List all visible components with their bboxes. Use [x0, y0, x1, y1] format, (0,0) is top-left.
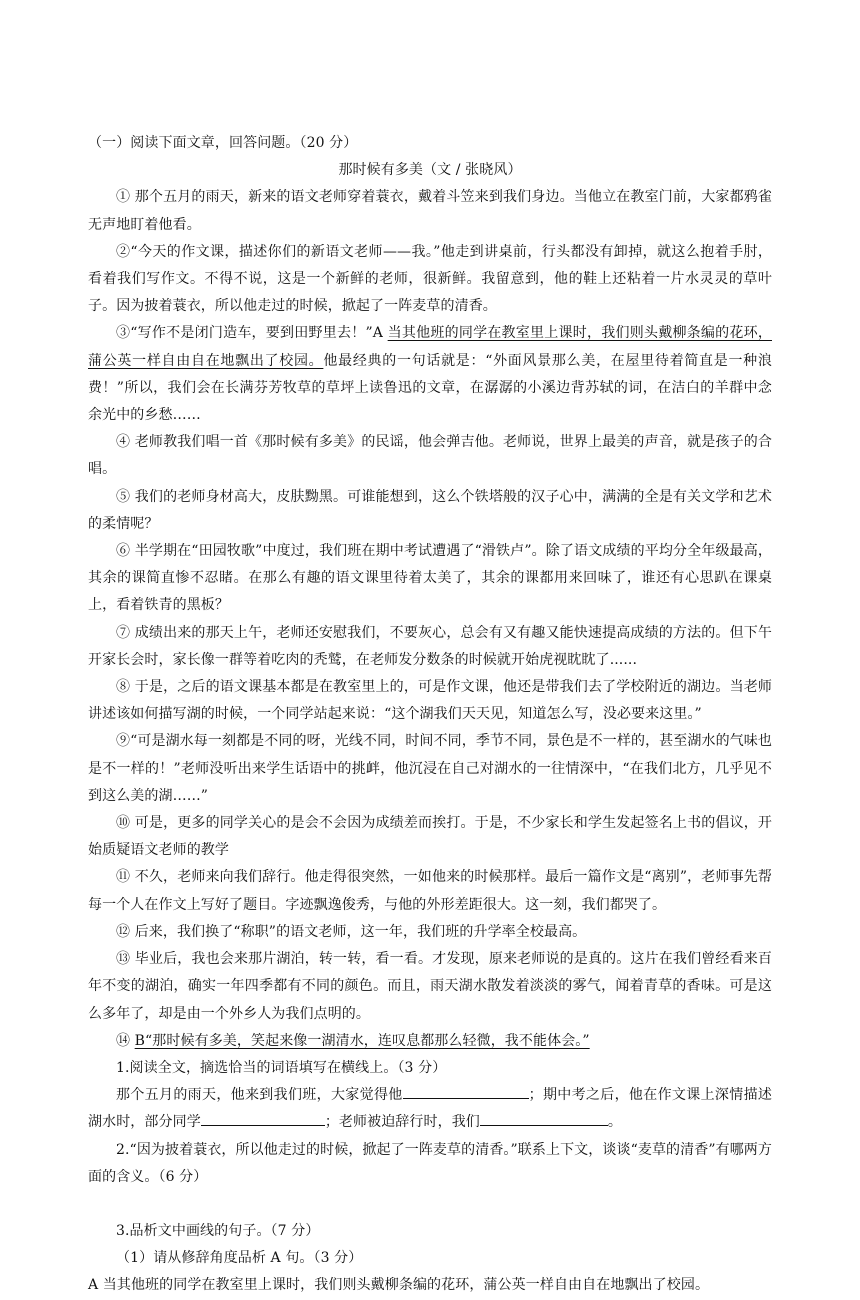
paragraph-10: ⑩ 可是，更多的同学关心的是会不会因为成绩差而挨打。于是，不少家长和学生发起签名上书的倡议，开始质疑语文老师的教学	[88, 815, 772, 859]
fill-text-a: 那个五月的雨天，他来到我们班，大家觉得他	[116, 1087, 403, 1104]
answer-blank-2[interactable]	[201, 1111, 325, 1126]
fill-text-c: ；老师被迫辞行时，我们	[324, 1114, 480, 1131]
fill-text-d: 。	[607, 1114, 623, 1131]
section-intro: （一）阅读下面文章，回答问题。（20 分）	[88, 135, 358, 151]
paragraph-13: ⑬ 毕业后，我也会来那片湖泊，转一转，看一看。才发现，原来老师说的是真的。这片在我们曾经看来百年不变的湖泊，确实一年四季都有不同的颜色。而且，雨天湖水散发着淡淡的雾气，闻着青草的香味。可是这么多年了，却是由一个外乡人为我们点明的。	[88, 951, 772, 1022]
paragraph-11: ⑪ 不久，老师来向我们辞行。他走得很突然，一如他来的时候那样。最后一篇作文是“离别”，老师事先帮每一个人在作文上写好了题目。字迹飘逸俊秀，与他的外形差距很大。这一刻，我们都哭了。	[88, 869, 772, 913]
question-1-fill	[88, 1082, 772, 1136]
sentence-a-quote: A 当其他班的同学在教室里上课时，我们则头戴柳条编的花环，蒲公英一样自由自在地飘出了校园。	[88, 1277, 710, 1294]
paragraph-3	[88, 320, 772, 429]
document-body	[88, 130, 772, 1300]
paragraph-14-number: ⑭	[116, 1032, 135, 1049]
paragraph-3-lead: ③“写作不是闭门造车，要到田野里去！”A	[116, 325, 388, 342]
paragraph-5: ⑤ 我们的老师身材高大，皮肤黝黑。可谁能想到，这么个铁塔般的汉子心中，满满的全是有关文学和艺术的柔情呢？	[88, 488, 772, 532]
paragraph-9: ⑨“可是湖水每一刻都是不同的呀，光线不同，时间不同，季节不同，景色是不一样的，甚至湖水的气味也是不一样的！”老师没听出来学生话语中的挑衅，他沉浸在自己对湖水的一往情深中，“在我们北方，几乎见不到这么美的湖……”	[88, 733, 772, 804]
paragraph-14	[88, 1028, 772, 1055]
underlined-sentence-a: 当其他班的同学在教室里上课时，我们则头戴柳条编的花环，蒲公英一样自由自在地飘出了校园。	[88, 325, 772, 369]
article-title: 那时候有多美（文 / 张晓风）	[338, 162, 522, 179]
question-3: 3.品析文中画线的句子。（7 分）	[116, 1222, 320, 1239]
question-3-part-1: （1）请从修辞角度品析 A 句。（3 分）	[116, 1250, 363, 1267]
paragraph-7: ⑦ 成绩出来的那天上午，老师还安慰我们，不要灰心，总会有又有趣又能快速提高成绩的方法的。但下午开家长会时，家长像一群等着吃肉的秃鹫，在老师发分数条的时候就开始虎视眈眈了......	[88, 624, 772, 668]
paragraph-2: ②“今天的作文课，描述你们的新语文老师——我。”他走到讲桌前，行头都没有卸掉，就这么抱着手肘，看着我们写作文。不得不说，这是一个新鲜的老师，很新鲜。我留意到，他的鞋上还粘着一片水灵灵的草叶子。因为披着蓑衣，所以他走过的时候，掀起了一阵麦草的清香。	[88, 243, 772, 315]
underlined-sentence-b: B“那时候有多美，笑起来像一湖清水，连叹息都那么轻微，我不能体会。”	[134, 1032, 590, 1049]
answer-blank-3[interactable]	[480, 1111, 608, 1126]
answer-space	[88, 1191, 772, 1218]
paragraph-4: ④ 老师教我们唱一首《那时候有多美》的民谣，他会弹吉他。老师说，世界上最美的声音，就是孩子的合唱。	[88, 434, 772, 478]
question-1: 1.阅读全文，摘选恰当的词语填写在横线上。（3 分）	[116, 1059, 447, 1076]
paragraph-3-rest: 他最经典的一句话就是：“外面风景那么美，在屋里待着简直是一种浪费！”所以，我们会在长满芬芳牧草的草坪上读鲁迅的文章，在潺潺的小溪边背苏轼的词，在洁白的羊群中念余光中的乡愁……	[88, 352, 772, 424]
paragraph-12: ⑫ 后来，我们换了“称职”的语文老师，这一年，我们班的升学率全校最高。	[116, 923, 587, 940]
paragraph-8: ⑧ 于是，之后的语文课基本都是在教室里上的，可是作文课，他还是带我们去了学校附近的湖边。当老师讲述该如何描写湖的时候，一个同学站起来说：“这个湖我们天天见，知道怎么写，没必要来这里。”	[88, 679, 772, 723]
paragraph-1: ① 那个五月的雨天，新来的语文老师穿着蓑衣，戴着斗笠来到我们身边。当他立在教室门前，大家都鸦雀无声地盯着他看。	[88, 189, 772, 233]
fill-text-b: ；期中考之后，他在作文课上深情描述湖水时，部分同学	[88, 1087, 772, 1131]
answer-blank-1[interactable]	[403, 1084, 529, 1099]
question-2: 2.“因为披着蓑衣，所以他走过的时候，掀起了一阵麦草的清香。”联系上下文，谈谈“麦草的清香”有哪两方面的含义。（6 分）	[88, 1141, 772, 1185]
paragraph-6: ⑥ 半学期在“田园牧歌”中度过，我们班在期中考试遭遇了“滑铁卢”。除了语文成绩的平均分全年级最高，其余的课简直惨不忍睹。在那么有趣的语文课里待着太美了，其余的课都用来回味了，谁还有心思趴在课桌上，看着铁青的黑板？	[88, 543, 772, 614]
